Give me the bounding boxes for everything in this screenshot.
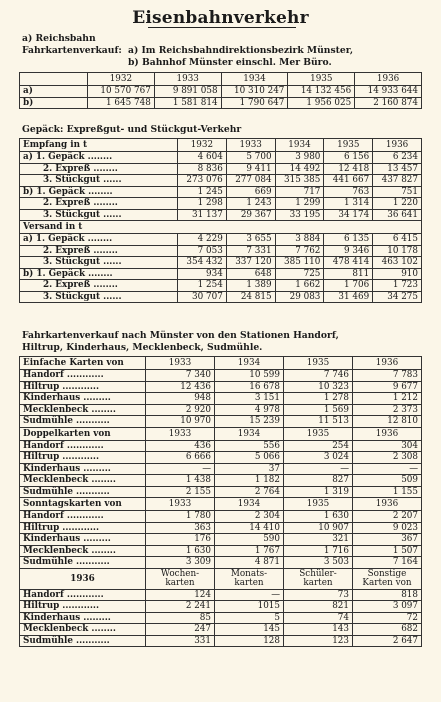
table-cell: 10 570 767 <box>88 86 155 98</box>
table-cell: 1 780 <box>146 511 215 523</box>
table-row <box>20 404 422 416</box>
table-cell: 1 507 <box>353 545 422 557</box>
year-header: 1933 <box>154 73 221 86</box>
table-cell: 16 678 <box>215 381 284 393</box>
table-cell: 7 762 <box>275 245 324 257</box>
stationen-heading-1: Fahrkartenverkauf nach Münster von den Stationen Handorf, <box>22 330 339 341</box>
table-cell: — <box>353 463 422 475</box>
reichsbahn-line1-label: Fahrkartenverkauf: <box>22 45 122 56</box>
table-cell: 3 884 <box>275 234 324 246</box>
table-cell: 1015 <box>215 601 284 613</box>
table-row <box>20 175 422 187</box>
table-cell: 31 137 <box>178 209 227 221</box>
table-cell: 10 599 <box>215 370 284 382</box>
table-cell: 1 254 <box>178 280 227 292</box>
table-cell: 948 <box>146 393 215 405</box>
table-cell: — <box>284 463 353 475</box>
row-label: 2. Expreß ........ <box>20 245 178 257</box>
row-label: 3. Stückgut ...... <box>20 257 178 269</box>
year-header: 1935 <box>284 498 353 511</box>
table-cell: 827 <box>284 475 353 487</box>
table-cell: 934 <box>178 268 227 280</box>
table-cell: 6 415 <box>373 234 422 246</box>
station-label: Hiltrup ............ <box>20 381 146 393</box>
table-cell: 1 155 <box>353 486 422 498</box>
table-cell: 6 234 <box>373 152 422 164</box>
table-cell: 4 229 <box>178 234 227 246</box>
table-cell: 590 <box>215 534 284 546</box>
table-cell: 3 024 <box>284 452 353 464</box>
table-header-row <box>20 73 422 86</box>
table-cell: 1 790 647 <box>221 97 288 109</box>
table-cell: 1 212 <box>353 393 422 405</box>
table-cell: 1 438 <box>146 475 215 487</box>
table-cell: 273 076 <box>178 175 227 187</box>
table-cell: 5 066 <box>215 452 284 464</box>
table-header-row <box>20 139 422 152</box>
reichsbahn-table <box>19 72 422 109</box>
column-header <box>284 568 353 589</box>
row-label: 2. Expreß ........ <box>20 280 178 292</box>
table-cell: 1 245 <box>178 186 227 198</box>
station-label: Sudmühle ........... <box>20 635 146 647</box>
table-cell: 2 764 <box>215 486 284 498</box>
station-label: Mecklenbeck ........ <box>20 624 146 636</box>
table-cell: 9 023 <box>353 522 422 534</box>
station-label: Handorf ............ <box>20 370 146 382</box>
row-label: b) <box>20 97 88 109</box>
table-cell: 29 367 <box>226 209 275 221</box>
table-row <box>20 440 422 452</box>
table-cell: 14 933 644 <box>355 86 422 98</box>
table-cell: 34 174 <box>324 209 373 221</box>
table-row <box>20 280 422 292</box>
versand-label: Versand in t <box>20 221 422 234</box>
table-row <box>20 601 422 613</box>
station-label: Hiltrup ............ <box>20 601 146 613</box>
column-header-part: Schüler- <box>299 568 337 579</box>
year-header: 1936 <box>353 498 422 511</box>
table-cell: 73 <box>284 589 353 601</box>
reichsbahn-line2: b) Bahnhof Münster einschl. Mer Büro. <box>128 57 332 68</box>
table-cell: 74 <box>284 612 353 624</box>
table-row <box>20 393 422 405</box>
year-header: 1934 <box>215 357 284 370</box>
table-cell: 24 815 <box>226 291 275 303</box>
table-cell: 9 677 <box>353 381 422 393</box>
table-cell: 7 053 <box>178 245 227 257</box>
station-label: Kinderhaus ......... <box>20 393 146 405</box>
row-label: a) <box>20 86 88 98</box>
table-cell: 1 278 <box>284 393 353 405</box>
table-cell: 2 373 <box>353 404 422 416</box>
table-cell: 6 666 <box>146 452 215 464</box>
table-cell: 321 <box>284 534 353 546</box>
column-header-part: karten <box>165 577 195 588</box>
column-header-part: karten <box>234 577 264 588</box>
table-cell: 1 569 <box>284 404 353 416</box>
table-cell: 463 102 <box>373 257 422 269</box>
column-header-part: karten <box>303 577 333 588</box>
block-header-row <box>20 427 422 440</box>
table-cell: 2 160 874 <box>355 97 422 109</box>
station-label: Handorf ............ <box>20 589 146 601</box>
table-cell: 648 <box>226 268 275 280</box>
year-header: 1932 <box>88 73 155 86</box>
table-cell: 247 <box>146 624 215 636</box>
station-label: Kinderhaus ......... <box>20 463 146 475</box>
table-cell: 15 239 <box>215 416 284 428</box>
table-cell: 36 641 <box>373 209 422 221</box>
table-cell: 254 <box>284 440 353 452</box>
column-header <box>146 568 215 589</box>
table-cell: 3 655 <box>226 234 275 246</box>
table-cell: 910 <box>373 268 422 280</box>
station-label: Handorf ............ <box>20 440 146 452</box>
table-cell: 1 767 <box>215 545 284 557</box>
table-cell: 1 662 <box>275 280 324 292</box>
year-header: 1935 <box>288 73 355 86</box>
year-header: 1934 <box>215 427 284 440</box>
year-header: 1936 <box>355 73 422 86</box>
table-row <box>20 186 422 198</box>
year-header: 1935 <box>284 357 353 370</box>
gepaeck-heading: Gepäck: Expreßgut- und Stückgut-Verkehr <box>22 124 242 135</box>
table-row <box>20 245 422 257</box>
table-cell: 1 581 814 <box>154 97 221 109</box>
table-cell: 1 630 <box>146 545 215 557</box>
table-cell: 315 385 <box>275 175 324 187</box>
table-cell: 7 331 <box>226 245 275 257</box>
table-cell: 354 432 <box>178 257 227 269</box>
table-cell: — <box>215 589 284 601</box>
table-cell: 1 243 <box>226 198 275 210</box>
table-cell: 34 275 <box>373 291 422 303</box>
table-cell: 9 346 <box>324 245 373 257</box>
table-cell: 14 492 <box>275 163 324 175</box>
table-row <box>20 257 422 269</box>
table-cell: 509 <box>353 475 422 487</box>
table-row <box>20 381 422 393</box>
table-cell: 1 723 <box>373 280 422 292</box>
table-cell: 7 164 <box>353 557 422 569</box>
table-cell: 763 <box>324 186 373 198</box>
table-row <box>20 475 422 487</box>
table-cell: 124 <box>146 589 215 601</box>
table-cell: 10 970 <box>146 416 215 428</box>
table-cell: 33 195 <box>275 209 324 221</box>
table-cell: 6 156 <box>324 152 373 164</box>
gepaeck-table <box>19 138 422 303</box>
table-cell: 1 706 <box>324 280 373 292</box>
table-cell: 751 <box>373 186 422 198</box>
table-cell: 3 980 <box>275 152 324 164</box>
table-row <box>20 416 422 428</box>
table-cell: 11 513 <box>284 416 353 428</box>
table-cell: 12 810 <box>353 416 422 428</box>
table-cell: 2 308 <box>353 452 422 464</box>
station-label: Sudmühle ........... <box>20 486 146 498</box>
table-cell: 14 132 456 <box>288 86 355 98</box>
table-cell: 30 707 <box>178 291 227 303</box>
block-header-row <box>20 568 422 589</box>
table-row <box>20 86 422 98</box>
stationen-heading-2: Hiltrup, Kinderhaus, Mecklenbeck, Sudmühle. <box>22 342 263 353</box>
table-cell: 10 310 247 <box>221 86 288 98</box>
table-cell: 12 436 <box>146 381 215 393</box>
table-cell: 1 956 025 <box>288 97 355 109</box>
table-cell: 385 110 <box>275 257 324 269</box>
year-header: 1934 <box>221 73 288 86</box>
table-row <box>20 370 422 382</box>
table-cell: 9 411 <box>226 163 275 175</box>
station-label: Kinderhaus ......... <box>20 612 146 624</box>
section-row <box>20 221 422 234</box>
table-cell: 304 <box>353 440 422 452</box>
table-cell: 3 151 <box>215 393 284 405</box>
table-cell: 818 <box>353 589 422 601</box>
station-label: Hiltrup ............ <box>20 452 146 464</box>
table-cell: 4 978 <box>215 404 284 416</box>
table-cell: 478 414 <box>324 257 373 269</box>
row-label: b) 1. Gepäck ........ <box>20 268 178 280</box>
year-header: 1936 <box>353 427 422 440</box>
table-cell: 123 <box>284 635 353 647</box>
table-cell: 2 207 <box>353 511 422 523</box>
page-title: Eisenbahnverkehr <box>132 8 309 28</box>
table-cell: 1 182 <box>215 475 284 487</box>
year-header: 1934 <box>215 498 284 511</box>
table-row <box>20 635 422 647</box>
table-row <box>20 534 422 546</box>
table-cell: 13 457 <box>373 163 422 175</box>
year-header: 1933 <box>146 357 215 370</box>
table-cell: 277 084 <box>226 175 275 187</box>
table-cell: 10 178 <box>373 245 422 257</box>
year-header: 1934 <box>275 139 324 152</box>
table-cell: 2 241 <box>146 601 215 613</box>
table-cell: 2 304 <box>215 511 284 523</box>
table-cell: 29 083 <box>275 291 324 303</box>
table-cell: 4 604 <box>178 152 227 164</box>
table-cell: 10 907 <box>284 522 353 534</box>
table-row <box>20 234 422 246</box>
table-cell: 682 <box>353 624 422 636</box>
table-cell: 669 <box>226 186 275 198</box>
table-cell: 363 <box>146 522 215 534</box>
block-header-row <box>20 498 422 511</box>
year-header: 1932 <box>178 139 227 152</box>
block-label: Sonntagskarten von <box>20 498 146 511</box>
table-row <box>20 511 422 523</box>
station-label: Hiltrup ............ <box>20 522 146 534</box>
table-row <box>20 589 422 601</box>
table-cell: 176 <box>146 534 215 546</box>
station-label: Sudmühle ........... <box>20 416 146 428</box>
table-cell: 331 <box>146 635 215 647</box>
table-cell: 3 503 <box>284 557 353 569</box>
column-header-part: Sonstige <box>367 568 407 579</box>
table-row <box>20 557 422 569</box>
table-row <box>20 209 422 221</box>
column-header-part: Karten von <box>362 577 412 588</box>
table-corner <box>20 73 88 86</box>
table-cell: 14 410 <box>215 522 284 534</box>
table-row <box>20 624 422 636</box>
table-cell: 143 <box>284 624 353 636</box>
reichsbahn-line1: a) Im Reichsbahndirektionsbezirk Münster, <box>128 45 354 56</box>
table-row <box>20 198 422 210</box>
stationen-table <box>19 356 422 647</box>
table-cell: 1 298 <box>178 198 227 210</box>
table-cell: 1 299 <box>275 198 324 210</box>
table-cell: 72 <box>353 612 422 624</box>
table-cell: 4 871 <box>215 557 284 569</box>
table-cell: 37 <box>215 463 284 475</box>
table-cell: 9 891 058 <box>154 86 221 98</box>
column-header <box>215 568 284 589</box>
table-cell: 5 700 <box>226 152 275 164</box>
year-header: 1936 <box>373 139 422 152</box>
station-label: Sudmühle ........... <box>20 557 146 569</box>
table-cell: 556 <box>215 440 284 452</box>
table-cell: 436 <box>146 440 215 452</box>
table-row <box>20 522 422 534</box>
row-label: 3. Stückgut ...... <box>20 209 178 221</box>
table-cell: 1 319 <box>284 486 353 498</box>
table-cell: 7 340 <box>146 370 215 382</box>
station-label: Kinderhaus ......... <box>20 534 146 546</box>
year-header: 1933 <box>226 139 275 152</box>
table-row <box>20 452 422 464</box>
year-header: 1933 <box>146 498 215 511</box>
table-cell: 5 <box>215 612 284 624</box>
column-header-part: Monats- <box>230 568 268 579</box>
table-cell: 1 314 <box>324 198 373 210</box>
table-row <box>20 463 422 475</box>
table-row <box>20 545 422 557</box>
table-cell: 145 <box>215 624 284 636</box>
row-label: 2. Expreß ........ <box>20 163 178 175</box>
station-label: Handorf ............ <box>20 511 146 523</box>
row-label: 3. Stückgut ...... <box>20 291 178 303</box>
year-header: 1935 <box>284 427 353 440</box>
table-cell: 441 667 <box>324 175 373 187</box>
table-cell: 8 836 <box>178 163 227 175</box>
block-label: Einfache Karten von <box>20 357 146 370</box>
reichsbahn-heading: a) Reichsbahn <box>22 33 96 44</box>
table-row <box>20 291 422 303</box>
table-row <box>20 163 422 175</box>
table-cell: 7 783 <box>353 370 422 382</box>
table-row <box>20 486 422 498</box>
block-header-row <box>20 357 422 370</box>
table-cell: 1 645 748 <box>88 97 155 109</box>
column-header <box>353 568 422 589</box>
year-header: 1935 <box>324 139 373 152</box>
table-cell: 717 <box>275 186 324 198</box>
table-cell: 1 220 <box>373 198 422 210</box>
empfang-label: Empfang in t <box>20 139 178 152</box>
table-cell: 1 630 <box>284 511 353 523</box>
table-cell: 2 155 <box>146 486 215 498</box>
table-cell: 337 120 <box>226 257 275 269</box>
block-label: 1936 <box>20 568 146 589</box>
table-cell: 367 <box>353 534 422 546</box>
year-header: 1933 <box>146 427 215 440</box>
table-row <box>20 152 422 164</box>
row-label: 3. Stückgut ...... <box>20 175 178 187</box>
row-label: 2. Expreß ........ <box>20 198 178 210</box>
table-cell: — <box>146 463 215 475</box>
year-header: 1936 <box>353 357 422 370</box>
table-cell: 7 746 <box>284 370 353 382</box>
row-label: a) 1. Gepäck ........ <box>20 234 178 246</box>
table-row <box>20 612 422 624</box>
table-cell: 437 827 <box>373 175 422 187</box>
table-cell: 1 716 <box>284 545 353 557</box>
station-label: Mecklenbeck ........ <box>20 404 146 416</box>
table-row <box>20 268 422 280</box>
table-cell: 3 309 <box>146 557 215 569</box>
row-label: a) 1. Gepäck ........ <box>20 152 178 164</box>
table-cell: 128 <box>215 635 284 647</box>
table-cell: 6 135 <box>324 234 373 246</box>
table-cell: 1 389 <box>226 280 275 292</box>
table-cell: 725 <box>275 268 324 280</box>
table-cell: 821 <box>284 601 353 613</box>
station-label: Mecklenbeck ........ <box>20 475 146 487</box>
table-cell: 2 920 <box>146 404 215 416</box>
row-label: b) 1. Gepäck ........ <box>20 186 178 198</box>
table-cell: 85 <box>146 612 215 624</box>
table-cell: 12 418 <box>324 163 373 175</box>
block-label: Doppelkarten von <box>20 427 146 440</box>
station-label: Mecklenbeck ........ <box>20 545 146 557</box>
column-header-part: Wochen- <box>160 568 200 579</box>
table-row <box>20 97 422 109</box>
table-cell: 31 469 <box>324 291 373 303</box>
table-cell: 2 647 <box>353 635 422 647</box>
title-underline <box>148 27 296 28</box>
table-cell: 3 097 <box>353 601 422 613</box>
table-cell: 10 323 <box>284 381 353 393</box>
table-cell: 811 <box>324 268 373 280</box>
